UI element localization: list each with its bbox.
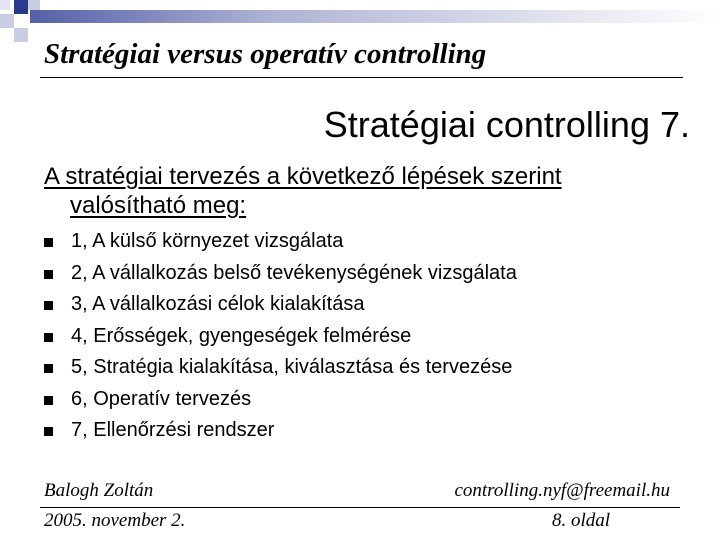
- header-title: Stratégiai versus operatív controlling: [44, 38, 487, 70]
- decorative-square: [14, 28, 28, 42]
- list-item-text: 1, A külső környezet vizsgálata: [71, 230, 344, 252]
- bullet-square-icon: [44, 301, 53, 310]
- footer-date: 2005. november 2.: [44, 510, 186, 531]
- footer-page-number: 8. oldal: [551, 510, 610, 531]
- decorative-square: [0, 0, 10, 10]
- list-item: [44, 352, 517, 384]
- list-item: [44, 321, 517, 353]
- bullet-square-icon: [44, 238, 53, 247]
- list-item: [44, 289, 517, 321]
- footer-email: controlling.nyf@freemail.hu: [454, 480, 670, 501]
- list-item-text: 2, A vállalkozás belső tevékenységének vizsgálata: [71, 261, 517, 284]
- list-item-text: 6, Operatív tervezés: [71, 387, 252, 410]
- list-item-text: 3, A vállalkozási célok kialakítása: [71, 293, 365, 315]
- bullet-square-icon: [44, 270, 53, 279]
- list-item-text: 7, Ellenőrzési rendszer: [71, 419, 275, 441]
- intro-text: [44, 162, 684, 220]
- decorative-square: [14, 0, 28, 14]
- bullet-square-icon: [44, 333, 53, 342]
- intro-line: valósítható meg:: [70, 192, 247, 219]
- bullet-square-icon: [44, 364, 53, 373]
- intro-line: A stratégiai tervezés a következő lépések szerint: [44, 163, 562, 190]
- slide-title: Stratégiai controlling 7.: [323, 104, 690, 145]
- bullet-square-icon: [44, 427, 53, 436]
- list-item-text: 5, Stratégia kialakítása, kiválasztása és tervezése: [71, 356, 513, 378]
- decorative-gradient-band: [30, 10, 720, 23]
- list-item-text: 4, Erősségek, gyengeségek felmérése: [71, 324, 412, 347]
- list-item: [44, 226, 517, 258]
- footer-divider: [40, 507, 680, 508]
- footer-author: Balogh Zoltán: [44, 480, 154, 501]
- list-item: [44, 258, 517, 290]
- list-item: [44, 384, 517, 416]
- decorative-square: [28, 0, 40, 10]
- list-item: [44, 415, 517, 447]
- header-divider: [40, 77, 683, 78]
- bullet-square-icon: [44, 396, 53, 405]
- decorative-square: [0, 14, 14, 28]
- steps-list: [44, 226, 517, 447]
